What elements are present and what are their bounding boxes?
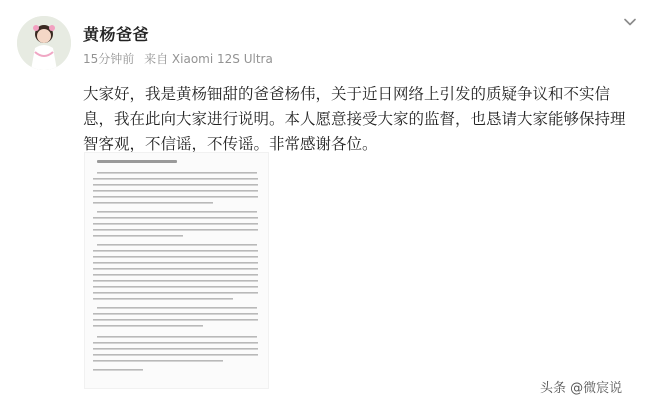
document-text-lines: [85, 153, 268, 388]
post-text: 大家好，我是黄杨钿甜的爸爸杨伟，关于近日网络上引发的质疑争议和不实信息，我在此向大家进行说明。本人愿意接受大家的监督，也恳请大家能够保持理智客观，不信谣，不传谣。非常感谢各位。: [83, 85, 626, 153]
watermark: 头条 @微宸说: [540, 381, 623, 396]
statement-document-image[interactable]: [85, 153, 268, 388]
post-time[interactable]: 15分钟前: [83, 52, 135, 66]
avatar-image: [17, 16, 71, 70]
post-source: 来自 Xiaomi 12S Ultra: [144, 52, 273, 66]
user-name[interactable]: 黄杨爸爸: [83, 25, 150, 44]
chevron-down-icon[interactable]: [622, 14, 638, 30]
avatar[interactable]: [17, 16, 71, 70]
post-meta: [83, 50, 279, 67]
